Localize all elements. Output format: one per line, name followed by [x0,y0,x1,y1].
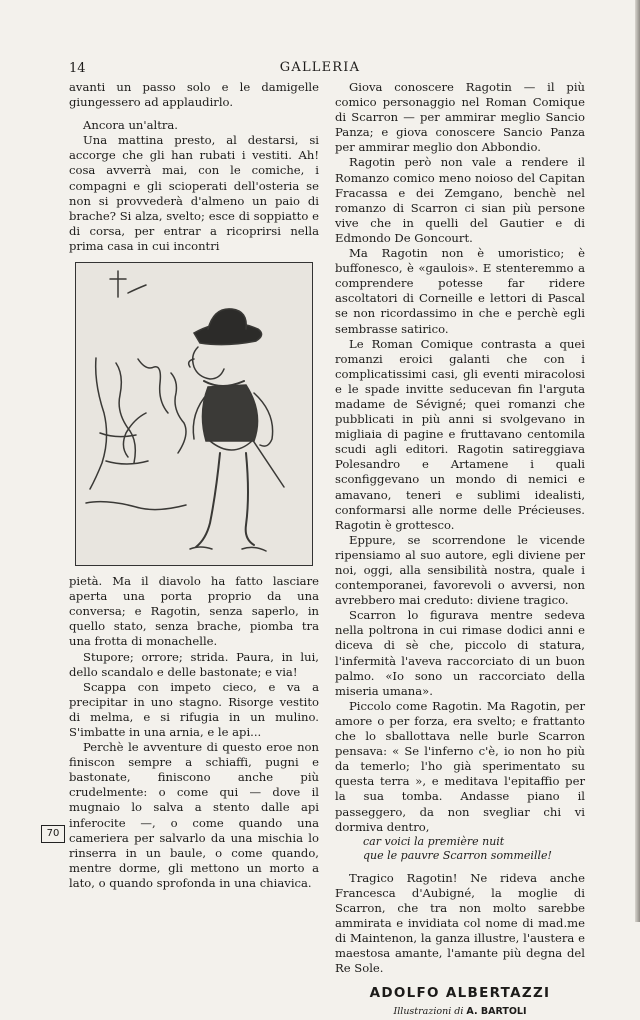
paragraph: Ma Ragotin non è umoristico; è buffonesco, è «gaulois». E stenteremmo a comprendere potesse far ridere ascoltatori di Corneille e lettori di Pascal se non ricordassimo in che e perchè egli sembrasse satirico. [335,246,585,336]
paragraph: Scarron lo figurava mentre sedeva nella poltrona in cui rimase dodici anni e diceva di sè che, piccolo di statura, l'infermità l'aveva raccorciato di un buon palmo. «Io sono un raccorciato della miseria umana». [335,608,585,698]
left-column [69,80,319,891]
paragraph: Ancora un'altra. [83,118,178,133]
author-signature: ADOLFO ALBERTAZZI [369,985,551,1002]
paragraph: Perchè le avventure di questo eroe non finiscon sempre a schiaffi, pugni e bastonate, finiscono anche più crudelmente: o come qui — dove il mugnaio lo salva a stento dalle api inferocite —, o come quando una cameriera per salvarlo da una mischia lo rinserra in un baule, o come quando, mentre dorme, gli mettono un morto a lato, o quando sprofonda in una chiavica. [69,740,319,890]
verse-line: car voici la première nuit [363,834,505,848]
paragraph: pietà. Ma il diavolo ha fatto lasciare aperta una porta proprio da una conversa; e Ragotin, senza saperlo, in quello stato, senza brache, piomba tra una frotta di monachelle. [69,574,319,649]
paragraph: Scappa con impeto cieco, e va a precipitar in uno stagno. Risorge vestito di melma, e si rifugia in un mulino. S'imbatte in una arnia, e le api... [69,679,319,739]
running-title: GALLERIA [279,60,361,75]
illustrator-name: A. BARTOLI [466,1006,527,1018]
illustration-ragotin [75,262,313,566]
paragraph: Eppure, se scorrendone le vicende ripensiamo al suo autore, egli diviene per noi, oggi, alla sensibilità nostra, quale i contemporanei, favorevoli o avversi, non avrebbero mai creduto: diviene tragico. [335,532,585,608]
verse-line: que le pauvre Scarron sommeille! [363,848,552,862]
page-edge [635,0,640,922]
paragraph: Giova conoscere Ragotin — il più comico personaggio nel Roman Comique di Scarron — per ammirar meglio Sancio Panza; e giova conoscere Sancio Panza per ammirar meglio don Abbondio. [335,80,585,155]
paragraph: Una mattina presto, al destarsi, si accorge che gli han rubati i vestiti. Ah! cosa avverrà mai, con le comiche, i compagni e gli scioperati dell'osteria se non si provvederà d'almeno un paio di brache? Si alza, svelto; esce di soppiatto e di corsa, per entrar a ricoprirsi nella prima casa in cui incontri [69,133,319,253]
paragraph: Tragico Ragotin! Ne rideva anche Francesca d'Aubigné, la moglie di Scarron, che tra non molto sarebbe ammirata e invidiata col nome di mad.me di Maintenon, la ganza illustre, l'austera e maestosa amante, l'amante più degna del Re Sole. [335,870,585,976]
paragraph: Piccolo come Ragotin. Ma Ragotin, per amore o per forza, era svelto; e frattanto che lo sballottava nelle burle Scarron pensava: « Se l'inferno c'è, io non ho più da temerlo; l'ho già sperimentato su questa terra », e meditava l'epitaffio per la sua tomba. Andasse piano il passeggero, da non svegliar chi vi dormiva dentro, [335,698,585,834]
paragraph: Stupore; orrore; strida. Paura, in lui, dello scandalo e delle bastonate; e via! [69,649,319,679]
paragraph: Le Roman Comique contrasta a quei romanzi eroici galanti che con i complicatissimi casi, gli eventi miracolosi e le spade invitte seducevan fin l'arguta madame de Sévigné; quei romanzi che pubblicati in più anni si svolgevano in migliaia di pagine e fruttavano centomila scudi agli editori. Ragotin satireggiava Polesandro e Artamene i quali sconfiggevano un mondo di nemici e amavano, teneri e sublimi idealisti, conformarsi alle norme delle Précieuses. Ragotin è grottesco. [335,336,585,532]
folio-number: 70 [41,825,65,843]
paragraph: avanti un passo solo e le damigelle giungessero ad applaudirlo. [69,80,319,110]
right-column [335,80,585,1020]
page-number: 14 [69,61,86,76]
credit-prefix: Illustrazioni di [393,1006,464,1018]
illustration-credit [335,1004,585,1019]
paragraph: Ragotin però non vale a rendere il Romanzo comico meno noioso del Capitan Fracassa e dei Zemgano, benchè nel romanzo di Scarron ci sian più persone vive che in quelli del Gautier e di Edmondo De Goncourt. [335,155,585,245]
